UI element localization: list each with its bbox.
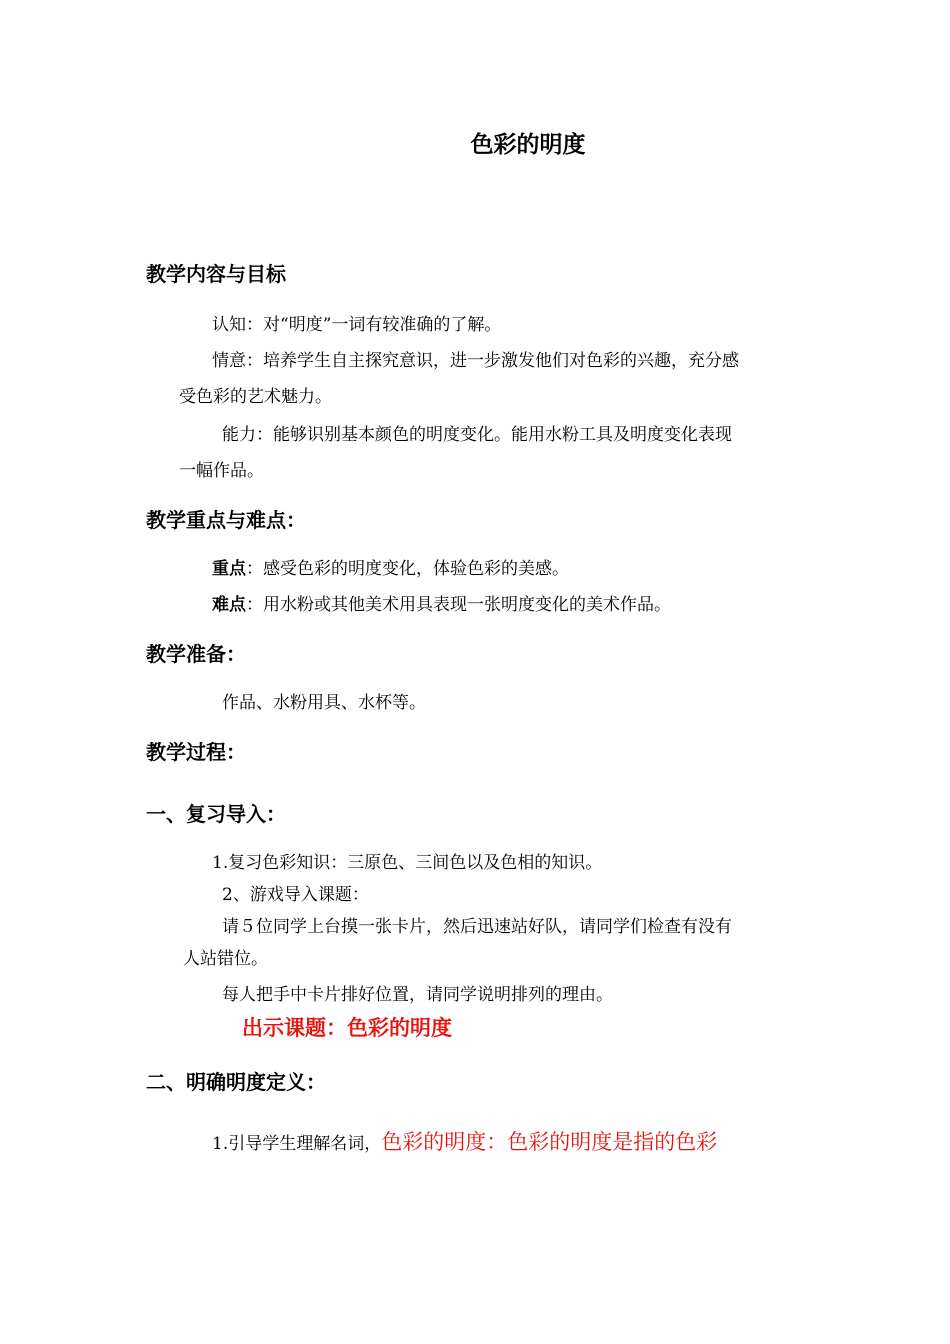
paragraph-ability-line1: 能力：能够识别基本颜色的明度变化。能用水粉工具及明度变化表现 [222,425,732,445]
key-point-label: 重点 [212,559,246,579]
section-heading-preparation: 教学准备： [146,642,246,666]
paragraph-emotion-line2: 受色彩的艺术魅力。 [179,387,332,407]
paragraph-definition [212,1126,717,1156]
paragraph-cognition: 认知：对“明度”一词有较准确的了解。 [212,315,502,335]
part-heading-review: 一、复习导入： [146,802,286,826]
page-title: 色彩的明度 [470,132,586,158]
definition-red-text: 色彩的明度：色彩的明度是指的色彩 [381,1130,718,1154]
paragraph-card-order: 每人把手中卡片排好位置，请同学说明排列的理由。 [222,985,613,1005]
highlight-lesson-title: 出示课题：色彩的明度 [242,1016,452,1040]
paragraph-review-1: 1.复习色彩知识：三原色、三间色以及色相的知识。 [212,853,603,873]
paragraph-review-2: 2、游戏导入课题： [222,885,369,905]
definition-prefix: 1.引导学生理解名词， [212,1134,382,1154]
part-heading-definition: 二、明确明度定义： [146,1070,326,1094]
paragraph-emotion-line1: 情意：培养学生自主探究意识，进一步激发他们对色彩的兴趣，充分感 [212,351,739,371]
paragraph-difficulty [212,590,671,615]
difficulty-label: 难点 [212,595,246,615]
paragraph-key-point [212,554,569,579]
section-heading-content-goals: 教学内容与目标 [146,262,286,286]
paragraph-ability-line2: 一幅作品。 [179,461,264,481]
paragraph-game-line2: 人站错位。 [183,949,268,969]
key-point-text: ：感受色彩的明度变化，体验色彩的美感。 [246,559,569,579]
paragraph-preparation-items: 作品、水粉用具、水杯等。 [222,693,426,713]
difficulty-text: ：用水粉或其他美术用具表现一张明度变化的美术作品。 [246,595,671,615]
paragraph-game-line1: 请５位同学上台摸一张卡片，然后迅速站好队，请同学们检查有没有 [222,917,732,937]
section-heading-process: 教学过程： [146,740,246,764]
section-heading-key-difficulty: 教学重点与难点： [146,508,306,532]
